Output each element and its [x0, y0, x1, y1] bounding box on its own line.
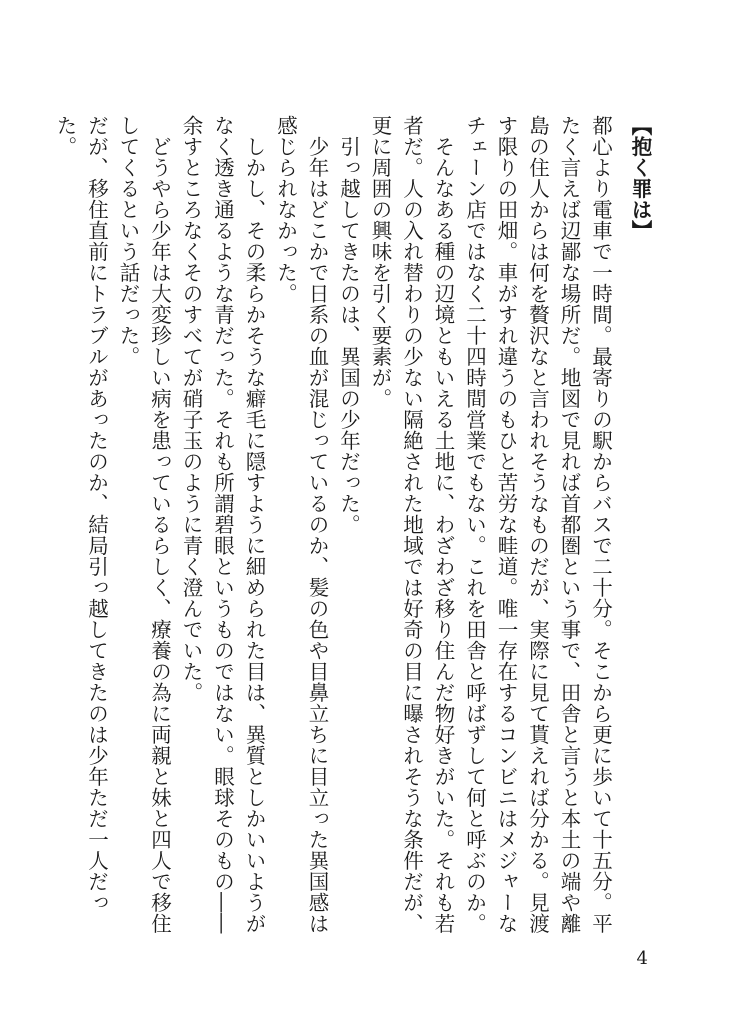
vertical-text-body: [53, 115, 655, 945]
paragraph-3: 引っ越してきたのは、異国の少年だった。: [336, 135, 361, 535]
paragraph-7: だが、移住直前にトラブルがあったのか、結局引っ越してきたのは少年ただ一人だった。: [53, 115, 109, 913]
page-number: 4: [636, 948, 648, 969]
paragraph-5: しかし、その柔らかそうな癖毛に隠すように細められた目は、異質としかいいようがなく透き通るような青だった。それも所謂碧眼というものではない。眼球そのもの――余すところなくそのすべてが硝子玉のように青く澄んでいた。: [179, 115, 266, 934]
chapter-title: 【抱く罪は】: [628, 115, 652, 241]
paragraph-6: どうやら少年は大変珍しい病を患っているらしく、療養の為に両親と妹と四人で移住してくるという話だった。: [116, 115, 172, 934]
paragraph-4: 少年はどこかで日系の血が混じっているのか、髪の色や目鼻立ちに目立った異国感は感じられなかった。: [273, 115, 329, 934]
paragraph-2: そんなある種の辺境ともいえる土地に、わざわざ移り住んだ物好きがいた。それも若者だ。人の入れ替わりの少ない隔絶された地域では好奇の目に曝されそうな条件だが、更に周囲の興味を引く要素が。: [368, 115, 455, 934]
paragraph-1: 都心より電車で一時間。最寄りの駅からバスで二十分。そこから更に歩いて十五分。平たく言えば辺鄙な場所だ。地図で見れば首都圏という事で、田舎と言うと本土の端や離島の住人からは何を贅沢なと言われそうなものだが、実際に見て貰えれば分かる。見渡す限りの田畑。車がすれ違うのもひと苦労な畦道。唯一存在するコンビニはメジャーなチェーン店ではなく二十四時間営業でもない。これを田舎と呼ばずして何と呼ぶのか。: [462, 115, 613, 934]
